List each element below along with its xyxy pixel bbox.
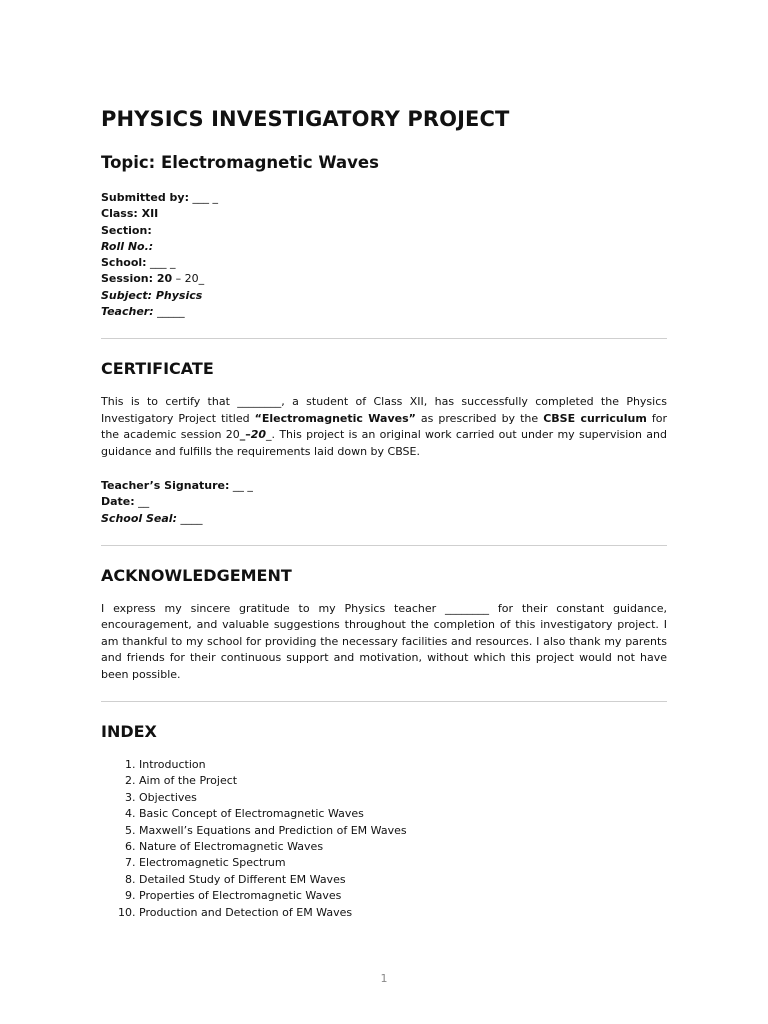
list-item: 3. Objectives (139, 790, 667, 806)
list-item: 10. Production and Detection of EM Waves (139, 905, 667, 921)
teacher-signature-line (101, 478, 667, 494)
class-value: XII (137, 207, 159, 221)
school-value: ___ _ (146, 256, 176, 270)
list-item: 1. Introduction (139, 757, 667, 773)
project-details (101, 190, 667, 320)
teacher-line (101, 304, 667, 320)
certificate-signatures (101, 478, 667, 527)
document-content (101, 104, 667, 921)
curriculum-text: CBSE curriculum (543, 411, 647, 425)
school-seal-value: ____ (176, 511, 203, 525)
class-label: Class: (101, 207, 138, 221)
list-item: 4. Basic Concept of Electromagnetic Waves (139, 806, 667, 822)
list-item: 5. Maxwell’s Equations and Prediction of EM Waves (139, 823, 667, 839)
certificate-heading: CERTIFICATE (101, 359, 214, 379)
divider (101, 545, 667, 546)
session-bolditalic-text: 20 (250, 428, 267, 442)
date-value: __ (134, 495, 150, 509)
page-number: 1 (380, 972, 388, 985)
subject-line (101, 288, 667, 304)
date-line (101, 494, 667, 510)
teacher-signature-label: Teacher’s Signature: (101, 479, 230, 492)
school-seal-line (101, 511, 667, 527)
index-list (101, 757, 667, 921)
subject-label: Subject: Physics (101, 288, 203, 302)
certificate-text-part: for the academic session 20 (101, 411, 667, 442)
teacher-value: _____ (153, 305, 185, 319)
section-label: Section: (101, 223, 152, 237)
topic-heading: Topic: Electromagnetic Waves (101, 153, 379, 172)
list-item: 8. Detailed Study of Different EM Waves (139, 872, 667, 888)
school-label: School: (101, 256, 147, 270)
certificate-text-part: This is to certify that ________, a student of Class XII, has successfully completed the Physics Investigatory Project titled (101, 395, 667, 425)
certificate-text-part: as prescribed by the (415, 411, 544, 425)
submitted-by-line (101, 190, 667, 206)
session-line (101, 271, 667, 287)
page-title: PHYSICS INVESTIGATORY PROJECT (101, 107, 510, 131)
section-line (101, 223, 667, 239)
list-item: 6. Nature of Electromagnetic Waves (139, 839, 667, 855)
acknowledgement-heading: ACKNOWLEDGEMENT (101, 565, 292, 585)
acknowledgement-text: I express my sincere gratitude to my Physics teacher ________ for their constant guidance, encouragement, and valuable suggestions throughout the completion of this investigatory project. I am thankful to my school for providing the necessary facilities and resources. I also thank my parents and friends for their continuous support and motivation, without which this project would not have been possible. (101, 601, 667, 681)
divider (101, 338, 667, 339)
roll-label: Roll No.: (101, 239, 154, 253)
certificate-text (101, 394, 667, 460)
teacher-signature-value: __ _ (229, 479, 253, 492)
divider (101, 701, 667, 702)
school-seal-label: School Seal: (101, 511, 177, 525)
session-label: Session: 20 (101, 272, 173, 286)
submitted-by-label: Submitted by: (101, 191, 189, 204)
class-line (101, 206, 667, 222)
certificate-text-part: _. This project is an original work carried out under my supervision and guidance and fulfills the requirements laid down by CBSE. (101, 428, 667, 458)
project-title-text: “Electromagnetic Waves” (254, 411, 416, 425)
school-line (101, 255, 667, 271)
index-heading: INDEX (101, 721, 157, 741)
list-item: 7. Electromagnetic Spectrum (139, 855, 667, 871)
list-item: 9. Properties of Electromagnetic Waves (139, 888, 667, 904)
session-value: – 20_ (172, 272, 205, 286)
teacher-label: Teacher: (101, 305, 154, 319)
session-bold-text: _– (239, 428, 251, 442)
date-label: Date: (101, 495, 135, 509)
submitted-by-value: ___ _ (188, 191, 218, 204)
list-item: 2. Aim of the Project (139, 773, 667, 789)
roll-line (101, 239, 667, 255)
